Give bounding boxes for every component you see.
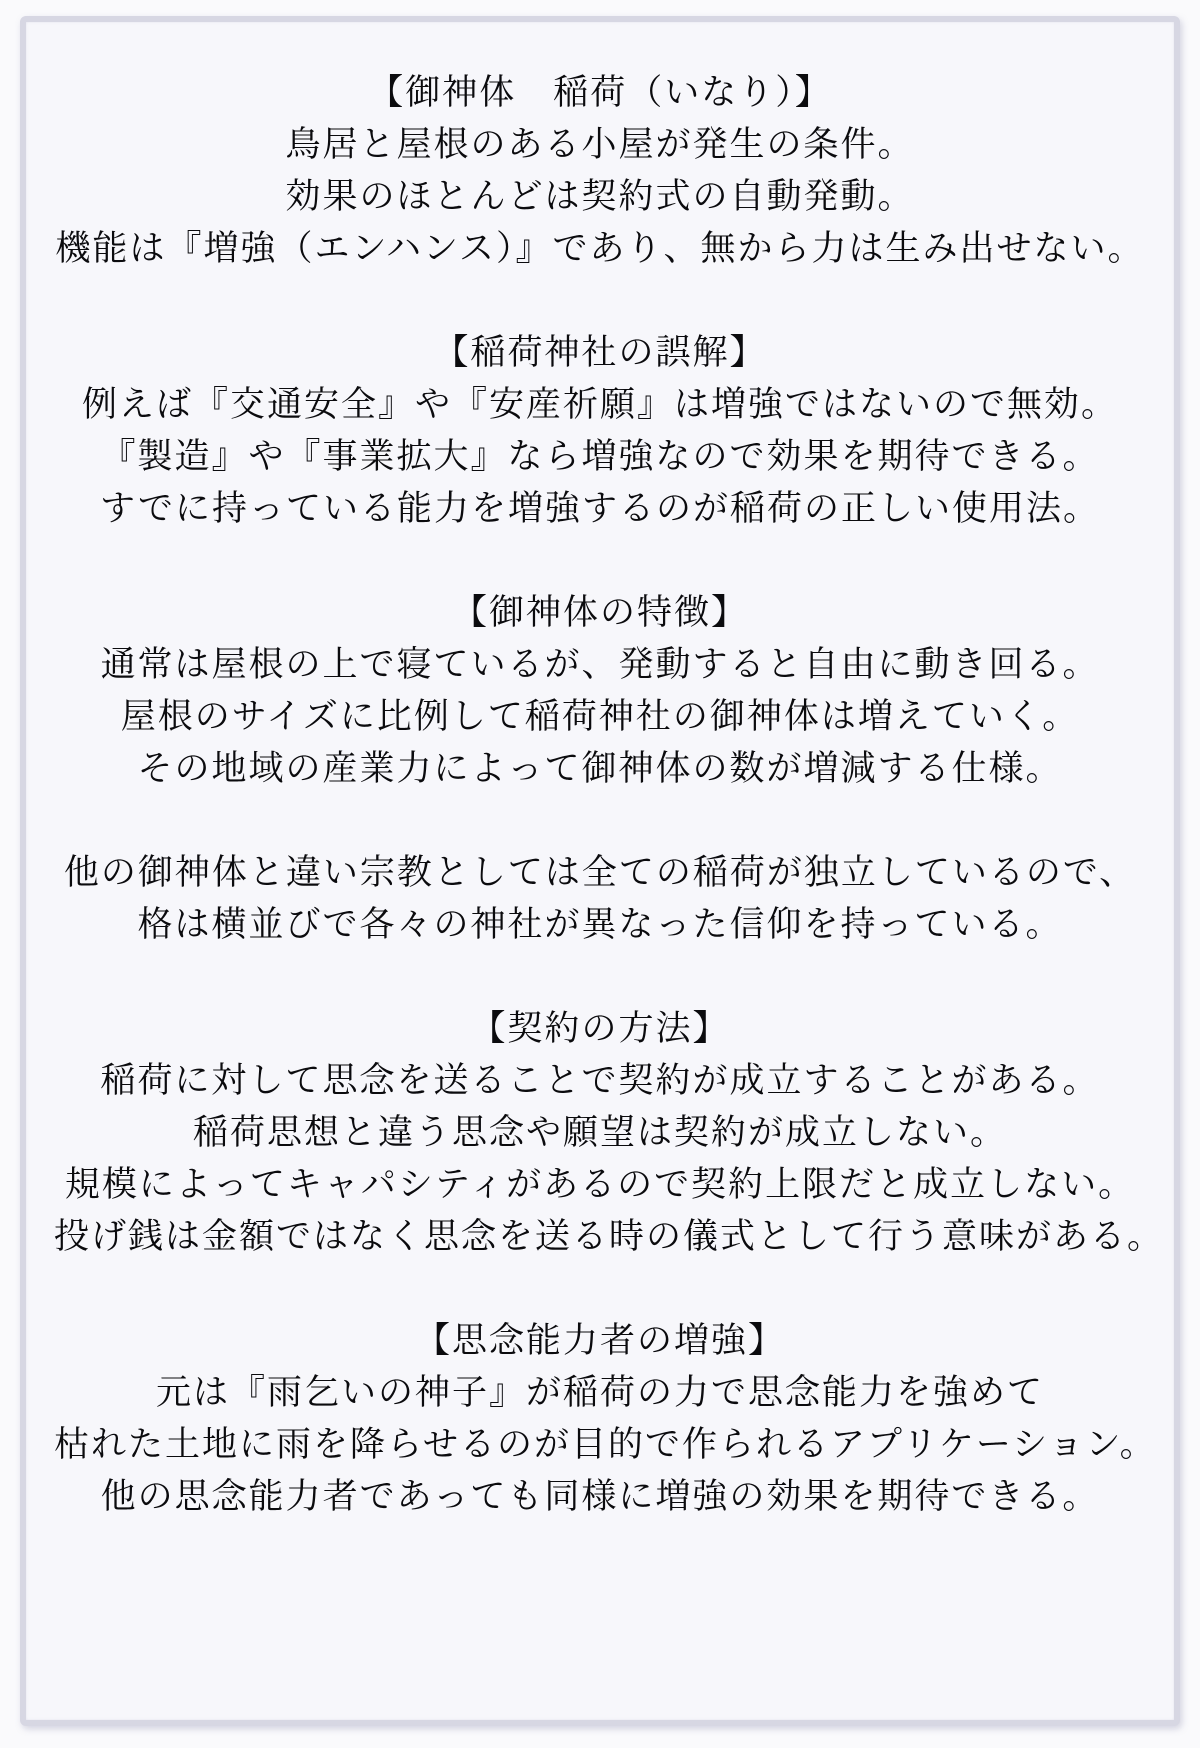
page-frame: [20, 16, 1180, 1726]
text-line: 元は『雨乞いの神子』が稲荷の力で思念能力を強めて: [155, 1373, 1044, 1412]
text-line: 格は横並びで各々の神社が異なった信仰を持っている。: [137, 905, 1063, 944]
text-line: 『製造』や『事業拡大』なら増強なので効果を期待できる。: [100, 437, 1100, 476]
section: [54, 1003, 1165, 1263]
text-line: 機能は『増強（エンハンス）』であり、無から力は生み出せない。: [55, 229, 1145, 268]
text-line: 例えば『交通安全』や『安産祈願』は増強ではないので無効。: [81, 385, 1118, 424]
text-line: 枯れた土地に雨を降らせるのが目的で作られるアプリケーション。: [54, 1425, 1157, 1464]
paragraph: [54, 379, 1146, 535]
text-line: 投げ銭は金額ではなく思念を送る時の儀式として行う意味がある。: [54, 1217, 1165, 1256]
section-heading: 【御神体 稲荷（いなり）】: [368, 73, 832, 112]
section: [54, 1315, 1157, 1523]
paragraph: [54, 639, 1146, 795]
section: [54, 587, 1146, 951]
text-line: その地域の産業力によって御神体の数が増減する仕様。: [137, 749, 1063, 788]
text-line: 通常は屋根の上で寝ているが、発動すると自由に動き回る。: [100, 645, 1100, 684]
text-line: 屋根のサイズに比例して稲荷神社の御神体は増えていく。: [120, 697, 1080, 736]
text-line: 効果のほとんどは契約式の自動発動。: [285, 177, 915, 216]
text-line: 他の思念能力者であっても同様に増強の効果を期待できる。: [100, 1477, 1100, 1516]
section-heading: 【思念能力者の増強】: [414, 1321, 785, 1360]
document-body: [26, 22, 1174, 1563]
paragraph: [54, 119, 1146, 275]
text-line: 鳥居と屋根のある小屋が発生の条件。: [285, 125, 915, 164]
section: [54, 327, 1146, 535]
paragraph: [54, 847, 1146, 951]
text-line: 規模によってキャパシティがあるので契約上限だと成立しない。: [64, 1165, 1136, 1204]
paragraph: [54, 1367, 1157, 1523]
paragraph: [54, 1055, 1165, 1263]
section-heading: 【御神体の特徴】: [451, 593, 748, 632]
section-heading: 【稲荷神社の誤解】: [433, 333, 767, 372]
text-line: 稲荷に対して思念を送ることで契約が成立することがある。: [100, 1061, 1100, 1100]
section-heading: 【契約の方法】: [470, 1009, 730, 1048]
text-line: 稲荷思想と違う思念や願望は契約が成立しない。: [192, 1113, 1007, 1152]
section: [54, 67, 1146, 275]
text-line: すでに持っている能力を増強するのが稲荷の正しい使用法。: [99, 489, 1101, 528]
text-line: 他の御神体と違い宗教としては全ての稲荷が独立しているので、: [63, 853, 1137, 892]
